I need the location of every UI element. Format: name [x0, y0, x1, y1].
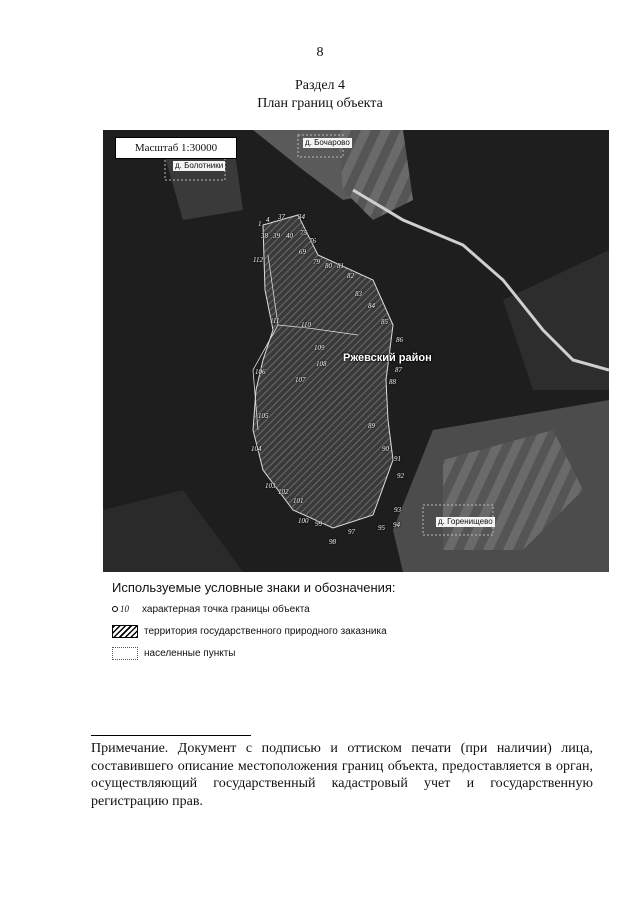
plan-title: План границ объекта [257, 96, 383, 111]
boundary-point-label: 37 [278, 213, 285, 221]
boundary-point-label: 87 [395, 366, 402, 374]
boundary-point-label: 111 [270, 317, 280, 325]
boundary-point-label: 89 [368, 422, 375, 430]
boundary-point-label: 94 [393, 521, 400, 529]
boundary-point-label: 110 [301, 321, 311, 329]
boundary-point-label: 98 [329, 538, 336, 546]
boundary-point-label: 38 [261, 232, 268, 240]
legend-item-point [112, 602, 310, 616]
hatch-pattern-icon [112, 625, 138, 638]
boundary-point-label: 76 [309, 237, 316, 245]
legend-item-reserve [112, 624, 387, 638]
boundary-point-label: 90 [382, 445, 389, 453]
boundary-map [103, 130, 609, 572]
boundary-point-label: 106 [255, 368, 266, 376]
legend-title: Используемые условные знаки и обозначения: [112, 580, 396, 595]
boundary-point-label: 107 [295, 376, 306, 384]
boundary-point-label: 69 [299, 248, 306, 256]
point-dot-icon [112, 606, 118, 612]
legend-item-settlement [112, 646, 235, 660]
boundary-point-label: 109 [314, 344, 325, 352]
page-number: 8 [316, 45, 324, 60]
footnote-note: Примечание. Документ с подписью и оттиском печати (при наличии) лица, составившего описание местоположения границ объекта, предоставляется в орган, осуществляющий государственный кадастровый учет и государственную регистрацию прав. [91, 741, 593, 809]
boundary-point-label: 97 [348, 528, 355, 536]
boundary-point-label: 93 [394, 506, 401, 514]
boundary-point-label: 75 [300, 229, 307, 237]
boundary-point-label: 4 [266, 216, 270, 224]
legend-label-point: характерная точка границы объекта [142, 603, 310, 615]
boundary-point-label: 112 [253, 256, 263, 264]
legend-label-reserve: территория государственного природного заказника [144, 625, 387, 637]
section-title: Раздел 4 [294, 78, 346, 93]
map-imagery [103, 130, 609, 572]
boundary-point-label: 108 [316, 360, 327, 368]
boundary-point-label: 95 [378, 524, 385, 532]
boundary-point-label: 80 [325, 262, 332, 270]
boundary-point-label: 103 [265, 482, 276, 490]
legend-label-settlement: населенные пункты [144, 647, 236, 659]
boundary-point-label: 83 [355, 290, 362, 298]
boundary-point-label: 79 [313, 258, 320, 266]
boundary-point-label: 84 [368, 302, 375, 310]
boundary-point-label: 99 [315, 520, 322, 528]
settlement-label-bolotniki: д. Болотники [175, 161, 224, 170]
district-label: Ржевский район [343, 352, 432, 364]
boundary-point-label: 100 [298, 517, 309, 525]
boundary-point-label: 92 [397, 472, 404, 480]
boundary-point-label: 102 [278, 488, 289, 496]
boundary-point-label: 85 [381, 318, 388, 326]
boundary-point-label: 88 [389, 378, 396, 386]
map-scale: Масштаб 1:30000 [115, 137, 237, 159]
boundary-point-label: 40 [286, 232, 293, 240]
settlement-label-gorenishchevo: д. Горенищево [438, 517, 493, 526]
boundary-point-label: 86 [396, 336, 403, 344]
boundary-point-label: 1 [258, 220, 262, 228]
boundary-point-label: 34 [298, 213, 305, 221]
settlement-label-bocharovo: д. Бочарово [305, 138, 350, 147]
settlement-box-icon [112, 647, 138, 660]
boundary-point-label: 39 [273, 232, 280, 240]
boundary-point-label: 105 [258, 412, 269, 420]
boundary-point-label: 91 [394, 455, 401, 463]
boundary-point-label: 104 [251, 445, 262, 453]
boundary-point-symbol [112, 604, 142, 614]
boundary-point-label: 81 [337, 262, 344, 270]
footnote-divider [91, 735, 251, 736]
point-number-sample: 10 [120, 604, 129, 614]
boundary-point-label: 101 [293, 497, 304, 505]
boundary-point-label: 82 [347, 272, 354, 280]
